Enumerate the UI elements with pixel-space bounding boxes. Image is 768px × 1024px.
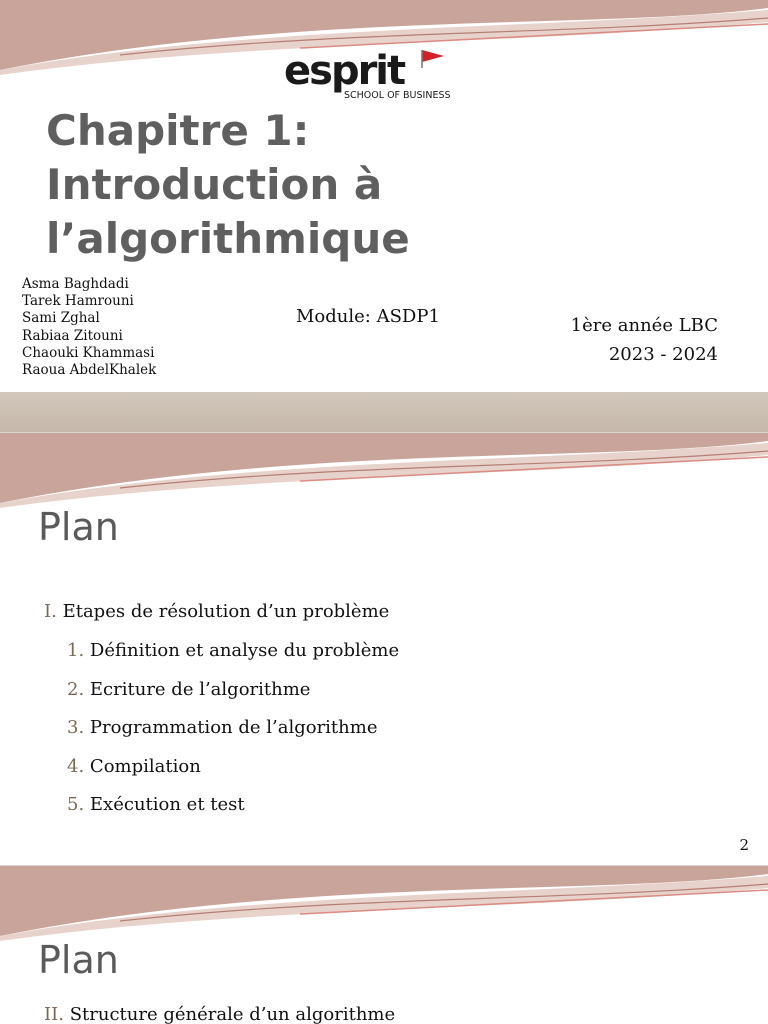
item-label: Programmation de l’algorithme bbox=[89, 717, 378, 738]
logo-brand-text: esprit bbox=[284, 48, 405, 94]
author-name: Raoua AbdelKhalek bbox=[22, 362, 157, 379]
plan-section bbox=[44, 1004, 395, 1024]
plan-title: Plan bbox=[38, 938, 119, 982]
page-number: 2 bbox=[739, 836, 749, 854]
section-number: I. bbox=[44, 601, 57, 622]
slide-1 bbox=[0, 0, 768, 432]
slide-3 bbox=[0, 866, 768, 1024]
chapter-title-line: l’algorithmique bbox=[46, 214, 410, 263]
author-name: Asma Baghdadi bbox=[22, 276, 129, 292]
author-name: Sami Zghal bbox=[22, 310, 100, 327]
header-swoosh-decoration bbox=[0, 866, 768, 941]
year-line: 2023 - 2024 bbox=[608, 344, 718, 365]
item-number: 5. bbox=[67, 794, 85, 815]
section-label: Etapes de résolution d’un problème bbox=[62, 601, 390, 622]
footer-band bbox=[0, 392, 768, 432]
slide-2 bbox=[0, 433, 768, 865]
item-label: Ecriture de l’algorithme bbox=[89, 679, 311, 700]
author-name: Chaouki Khammasi bbox=[22, 344, 155, 361]
logo-flag-icon bbox=[422, 50, 444, 62]
plan-item bbox=[67, 640, 399, 661]
logo-tagline: SCHOOL OF BUSINESS bbox=[344, 90, 451, 101]
plan-item bbox=[67, 756, 201, 777]
chapter-title-line: Chapitre 1: bbox=[46, 106, 310, 155]
item-number: 4. bbox=[67, 756, 85, 777]
item-number: 1. bbox=[67, 640, 85, 661]
author-name: Rabiaa Zitouni bbox=[22, 327, 123, 344]
plan-item bbox=[67, 717, 377, 738]
academic-year bbox=[571, 311, 718, 369]
author-name: Tarek Hamrouni bbox=[22, 293, 134, 310]
module-label: Module: ASDP1 bbox=[296, 306, 440, 327]
item-label: Compilation bbox=[89, 756, 201, 777]
item-label: Définition et analyse du problème bbox=[89, 640, 400, 661]
item-label: Exécution et test bbox=[89, 794, 245, 815]
esprit-logo bbox=[284, 46, 468, 102]
section-label: Structure générale d’un algorithme bbox=[69, 1004, 396, 1024]
chapter-title-line: Introduction à bbox=[46, 160, 383, 209]
item-number: 3. bbox=[67, 717, 85, 738]
header-swoosh-decoration bbox=[0, 433, 768, 508]
plan-item bbox=[67, 679, 310, 700]
plan-title: Plan bbox=[38, 505, 119, 549]
plan-item bbox=[67, 794, 245, 815]
chapter-title bbox=[46, 104, 646, 266]
item-number: 2. bbox=[67, 679, 85, 700]
plan-section bbox=[44, 601, 389, 622]
year-line: 1ère année LBC bbox=[570, 315, 718, 336]
section-number: II. bbox=[44, 1004, 64, 1024]
authors-list bbox=[22, 276, 156, 379]
